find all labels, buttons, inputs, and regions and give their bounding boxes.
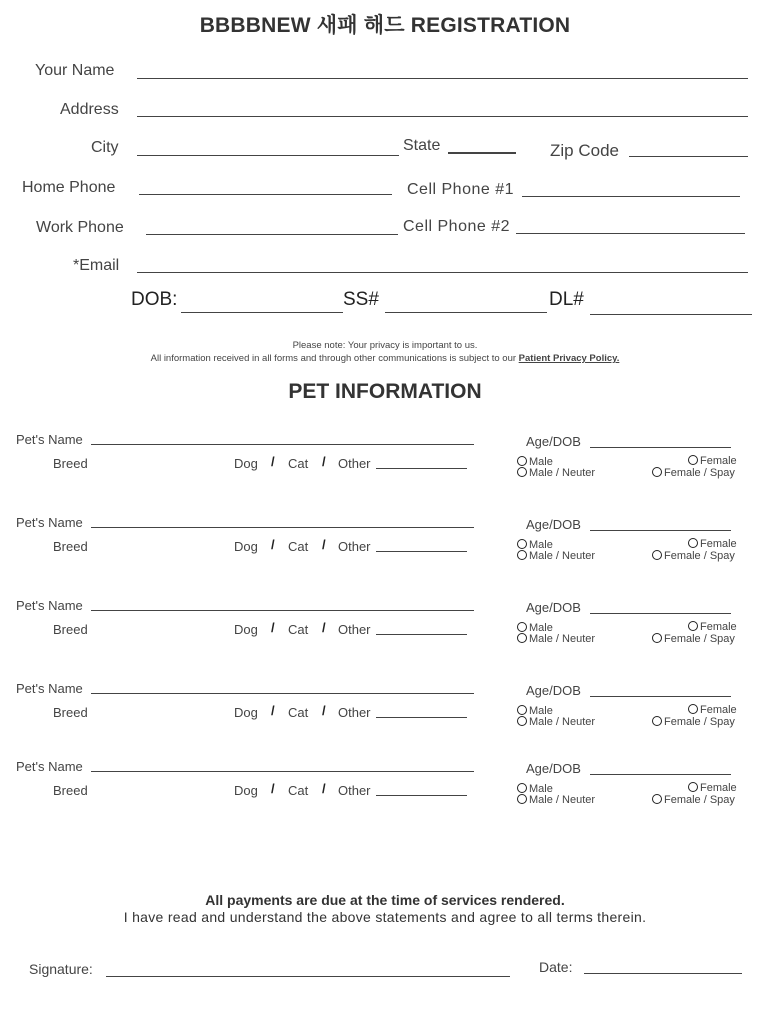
age-dob-label: Age/DOB (526, 683, 581, 698)
female-spay-radio[interactable] (652, 716, 735, 728)
pets-name-field[interactable] (91, 610, 474, 611)
age-dob-field[interactable] (590, 696, 731, 697)
cat-option[interactable]: Cat (288, 456, 309, 471)
agreement-note: I have read and understand the above statements and agree to all terms therein. (123, 909, 647, 925)
female-radio[interactable] (688, 538, 737, 550)
male-neuter-radio-label: Male / Neuter (529, 794, 596, 806)
dl-field[interactable] (590, 314, 752, 315)
pet-section-title: PET INFORMATION (288, 380, 482, 403)
other-field[interactable] (376, 717, 467, 718)
slash-separator: / (271, 781, 275, 796)
male-radio-label: Male (529, 539, 553, 551)
dog-option[interactable]: Dog (234, 456, 258, 471)
cell-phone-2-field[interactable] (516, 233, 745, 234)
dob-label: DOB: (131, 289, 178, 310)
male-neuter-radio[interactable] (517, 633, 595, 645)
zip-label: Zip Code (550, 141, 619, 160)
privacy-policy-link[interactable]: Patient Privacy Policy. (518, 353, 620, 364)
radio-circle-icon[interactable] (652, 550, 662, 560)
male-neuter-radio-label: Male / Neuter (529, 633, 596, 645)
pets-name-label: Pet's Name (16, 759, 83, 774)
other-field[interactable] (376, 634, 467, 635)
age-dob-label: Age/DOB (526, 761, 581, 776)
home-phone-field[interactable] (139, 194, 392, 195)
your-name-field[interactable] (137, 78, 748, 79)
other-option[interactable]: Other (338, 456, 371, 471)
slash-separator: / (271, 620, 275, 635)
work-phone-field[interactable] (146, 234, 398, 235)
other-field[interactable] (376, 795, 467, 796)
your-name-label: Your Name (35, 62, 115, 79)
cell-phone-2-label: Cell Phone #2 (403, 218, 511, 235)
zip-field[interactable] (629, 156, 748, 157)
female-spay-radio-label: Female / Spay (664, 467, 735, 479)
radio-circle-icon[interactable] (652, 633, 662, 643)
male-radio-label: Male (529, 783, 553, 795)
breed-label: Breed (53, 539, 88, 554)
slash-separator: / (322, 620, 326, 635)
male-neuter-radio-label: Male / Neuter (529, 467, 596, 479)
dog-option[interactable]: Dog (234, 705, 258, 720)
ss-field[interactable] (385, 312, 547, 313)
dl-label: DL# (549, 289, 584, 310)
breed-label: Breed (53, 622, 88, 637)
pet-entry (0, 759, 770, 819)
city-label: City (91, 139, 119, 156)
email-label: *Email (73, 257, 120, 274)
other-option[interactable]: Other (338, 783, 371, 798)
cat-option[interactable]: Cat (288, 622, 309, 637)
signature-field[interactable] (106, 976, 510, 977)
radio-circle-icon[interactable] (652, 794, 662, 804)
male-neuter-radio[interactable] (517, 467, 595, 479)
slash-separator: / (322, 454, 326, 469)
female-spay-radio[interactable] (652, 467, 735, 479)
slash-separator: / (271, 537, 275, 552)
radio-circle-icon[interactable] (688, 455, 698, 465)
state-field[interactable] (448, 152, 516, 154)
work-phone-label: Work Phone (36, 219, 124, 236)
cat-option[interactable]: Cat (288, 783, 309, 798)
female-radio[interactable] (688, 621, 737, 633)
privacy-note-line2 (0, 353, 770, 364)
female-radio[interactable] (688, 455, 737, 467)
pets-name-label: Pet's Name (16, 515, 83, 530)
male-neuter-radio[interactable] (517, 716, 595, 728)
pets-name-label: Pet's Name (16, 598, 83, 613)
radio-circle-icon[interactable] (688, 538, 698, 548)
radio-circle-icon[interactable] (517, 467, 527, 477)
male-radio-label: Male (529, 705, 553, 717)
breed-label: Breed (53, 705, 88, 720)
other-field[interactable] (376, 551, 467, 552)
pets-name-field[interactable] (91, 444, 474, 445)
pet-entry (0, 515, 770, 575)
cat-option[interactable]: Cat (288, 539, 309, 554)
state-label: State (403, 137, 441, 154)
dog-option[interactable]: Dog (234, 783, 258, 798)
radio-circle-icon[interactable] (688, 782, 698, 792)
radio-circle-icon[interactable] (517, 794, 527, 804)
pets-name-field[interactable] (91, 693, 474, 694)
male-radio-label: Male (529, 622, 553, 634)
radio-circle-icon[interactable] (652, 467, 662, 477)
address-field[interactable] (137, 116, 748, 117)
radio-circle-icon[interactable] (517, 622, 527, 632)
female-spay-radio-label: Female / Spay (664, 794, 735, 806)
privacy-note-line1: Please note: Your privacy is important to us. (292, 340, 478, 351)
pets-name-label: Pet's Name (16, 681, 83, 696)
dob-field[interactable] (181, 312, 343, 313)
radio-circle-icon[interactable] (517, 716, 527, 726)
slash-separator: / (271, 454, 275, 469)
home-phone-label: Home Phone (22, 179, 116, 196)
female-radio-label: Female (700, 455, 737, 467)
other-option[interactable]: Other (338, 622, 371, 637)
radio-circle-icon[interactable] (517, 539, 527, 549)
pets-name-field[interactable] (91, 527, 474, 528)
slash-separator: / (322, 703, 326, 718)
radio-circle-icon[interactable] (517, 783, 527, 793)
radio-circle-icon[interactable] (517, 633, 527, 643)
pet-entry (0, 681, 770, 741)
female-radio-label: Female (700, 621, 737, 633)
radio-circle-icon[interactable] (517, 705, 527, 715)
female-radio-label: Female (700, 538, 737, 550)
male-neuter-radio[interactable] (517, 550, 595, 562)
pets-name-field[interactable] (91, 771, 474, 772)
age-dob-label: Age/DOB (526, 600, 581, 615)
ss-label: SS# (343, 289, 379, 310)
male-neuter-radio[interactable] (517, 794, 595, 806)
pets-name-label: Pet's Name (16, 432, 83, 447)
male-neuter-radio-label: Male / Neuter (529, 550, 596, 562)
cat-option[interactable]: Cat (288, 705, 309, 720)
other-field[interactable] (376, 468, 467, 469)
date-label: Date: (539, 959, 573, 975)
radio-circle-icon[interactable] (517, 456, 527, 466)
age-dob-field[interactable] (590, 613, 731, 614)
breed-label: Breed (53, 456, 88, 471)
other-option[interactable]: Other (338, 705, 371, 720)
female-spay-radio[interactable] (652, 550, 735, 562)
male-radio-label: Male (529, 456, 553, 468)
pet-entry (0, 432, 770, 492)
female-spay-radio[interactable] (652, 794, 735, 806)
dog-option[interactable]: Dog (234, 622, 258, 637)
cell-phone-1-field[interactable] (522, 196, 740, 197)
signature-label: Signature: (29, 961, 93, 977)
female-radio-label: Female (700, 782, 737, 794)
city-field[interactable] (137, 155, 399, 156)
slash-separator: / (322, 781, 326, 796)
female-radio[interactable] (688, 782, 737, 794)
cell-phone-1-label: Cell Phone #1 (407, 181, 515, 198)
radio-circle-icon[interactable] (517, 550, 527, 560)
privacy-note-text: All information received in all forms and through other communications is subject to our (150, 353, 517, 364)
female-spay-radio-label: Female / Spay (664, 633, 735, 645)
age-dob-field[interactable] (590, 447, 731, 448)
payments-note: All payments are due at the time of services rendered. (205, 892, 565, 908)
pet-entry (0, 598, 770, 658)
female-spay-radio[interactable] (652, 633, 735, 645)
age-dob-field[interactable] (590, 530, 731, 531)
other-option[interactable]: Other (338, 539, 371, 554)
male-neuter-radio-label: Male / Neuter (529, 716, 596, 728)
radio-circle-icon[interactable] (688, 704, 698, 714)
email-field[interactable] (137, 272, 748, 273)
date-field[interactable] (584, 973, 742, 974)
slash-separator: / (322, 537, 326, 552)
age-dob-label: Age/DOB (526, 434, 581, 449)
age-dob-label: Age/DOB (526, 517, 581, 532)
page-title: BBBBNEW 새패 해드 REGISTRATION (199, 14, 571, 37)
female-spay-radio-label: Female / Spay (664, 550, 735, 562)
address-label: Address (60, 101, 119, 118)
female-radio[interactable] (688, 704, 737, 716)
slash-separator: / (271, 703, 275, 718)
radio-circle-icon[interactable] (688, 621, 698, 631)
radio-circle-icon[interactable] (652, 716, 662, 726)
female-radio-label: Female (700, 704, 737, 716)
age-dob-field[interactable] (590, 774, 731, 775)
breed-label: Breed (53, 783, 88, 798)
dog-option[interactable]: Dog (234, 539, 258, 554)
female-spay-radio-label: Female / Spay (664, 716, 735, 728)
